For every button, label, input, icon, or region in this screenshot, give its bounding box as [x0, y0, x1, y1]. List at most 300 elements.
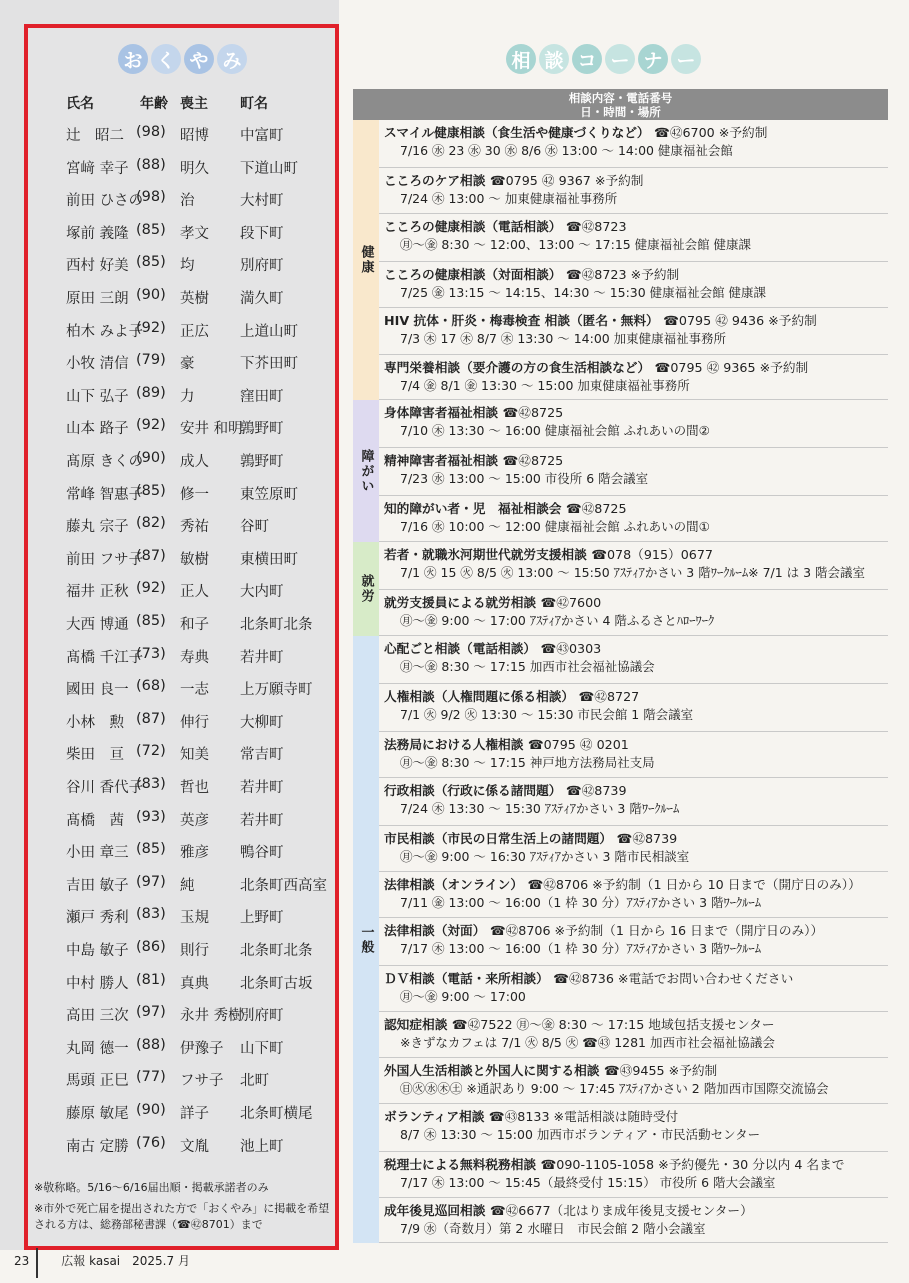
- chief-mourner: 文胤: [180, 1138, 209, 1155]
- town-name: 段下町: [240, 225, 284, 242]
- deceased-name: 柴田 亘: [66, 747, 124, 764]
- town-name: 北条町古坂: [240, 975, 313, 992]
- town-name: 常吉町: [240, 747, 284, 764]
- age: (88): [136, 1036, 166, 1053]
- age: (90): [136, 450, 166, 466]
- okuyami-box: [24, 24, 339, 1250]
- town-name: 鶉野町: [240, 421, 284, 438]
- town-name: 若井町: [240, 812, 284, 829]
- entry-detail: 7/23 ㊌ 13:00 ～ 15:00 市役所 6 階会議室: [400, 471, 649, 486]
- town-name: 谷町: [240, 519, 269, 536]
- age: (85): [136, 254, 166, 271]
- age: (90): [136, 1102, 166, 1118]
- obituary-row: [66, 1135, 346, 1155]
- age: (87): [136, 710, 166, 727]
- town-name: 池上町: [240, 1138, 284, 1155]
- deceased-name: 柏木 みよ子: [66, 323, 144, 340]
- entry-phone: ☎0795 ㊷ 0201: [527, 737, 629, 752]
- age: (72): [136, 743, 166, 760]
- chief-mourner: 治: [180, 193, 195, 210]
- entry-title-line: [384, 500, 884, 518]
- entry-title: こころの健康相談（対面相談）: [384, 267, 562, 282]
- town-name: 上万願寺町: [240, 682, 313, 699]
- consultation-entry: [379, 1152, 888, 1198]
- entry-phone: ☎0795 ㊷ 9367 ※予約制: [489, 173, 644, 188]
- chief-mourner: 永井 秀樹: [180, 1008, 243, 1025]
- entry-title-line: [384, 876, 884, 894]
- category-health: 健康: [353, 120, 379, 400]
- town-name: 別府町: [240, 258, 284, 275]
- town-name: 鶉野町: [240, 454, 284, 470]
- chief-mourner: 力: [180, 388, 195, 405]
- deceased-name: 谷川 香代子: [66, 780, 144, 796]
- entry-phone: ☎㊷8736 ※電話でお問い合わせください: [553, 971, 794, 986]
- chief-mourner: 一志: [180, 682, 209, 699]
- entry-phone: ☎㊷8723: [565, 219, 627, 234]
- deceased-name: 吉田 敏子: [66, 877, 129, 894]
- title-char: み: [217, 44, 247, 74]
- entry-phone: ☎㊷8723 ※予約制: [565, 267, 680, 282]
- town-name: 上道山町: [240, 323, 298, 340]
- title-char: ナ: [638, 44, 668, 74]
- obituary-row: [66, 743, 346, 763]
- age: (77): [136, 1069, 166, 1086]
- age: (68): [136, 678, 166, 695]
- chief-mourner: 秀祐: [180, 519, 209, 536]
- entry-detail: 7/1 ㊋ 9/2 ㊋ 13:30 ～ 15:30 市民会館 1 階会議室: [400, 707, 694, 722]
- entry-title-line: [384, 830, 884, 848]
- entry-title: ＤＶ相談（電話・来所相談）: [384, 971, 549, 986]
- town-name: 北町: [240, 1073, 269, 1090]
- consultation-entry: [379, 1012, 888, 1058]
- entry-phone: ☎0795 ㊷ 9436 ※予約制: [663, 313, 817, 328]
- obituary-row: [66, 1069, 346, 1089]
- deceased-name: 山本 路子: [66, 421, 129, 438]
- entry-title: 心配ごと相談（電話相談）: [384, 641, 537, 656]
- deceased-name: 南古 定勝: [66, 1138, 129, 1155]
- age: (92): [136, 319, 166, 336]
- age: (93): [136, 808, 166, 825]
- consultation-entry: [379, 355, 888, 400]
- age: (82): [136, 515, 166, 532]
- chief-mourner: 雅彦: [180, 845, 209, 862]
- consultation-entry: [379, 1198, 888, 1243]
- entry-phone: ☎㊸8133 ※電話相談は随時受付: [488, 1109, 679, 1124]
- entry-title-line: [384, 546, 884, 564]
- obituary-row: [66, 548, 346, 568]
- entry-title-line: [384, 1062, 884, 1080]
- deceased-name: 中島 敏子: [66, 943, 129, 959]
- obituary-row: [66, 841, 346, 861]
- obituary-row: [66, 385, 346, 405]
- chief-mourner: 真典: [180, 975, 209, 992]
- age: (85): [136, 613, 166, 629]
- chief-mourner: 知美: [180, 747, 209, 764]
- entry-detail: ㊊～㊎ 9:00 ～ 16:30 ｱｽﾃｨｱかさい 3 階市民相談室: [400, 849, 690, 864]
- entry-detail: ㊊～㊎ 9:00 ～ 17:00 ｱｽﾃｨｱかさい 4 階ふるさとﾊﾛｰﾜｰｸ: [400, 613, 715, 628]
- title-char: コ: [572, 44, 602, 74]
- magazine-name: 広報 kasai: [61, 1254, 121, 1268]
- deceased-name: 髙橋 千江子: [66, 649, 144, 666]
- obituary-row: [66, 1102, 346, 1122]
- obituary-row: [66, 450, 346, 470]
- header-line: 相談内容・電話番号: [568, 91, 673, 105]
- left-panel: [0, 0, 339, 1250]
- deceased-name: 國田 良一: [66, 682, 129, 699]
- entry-detail: ㊊～㊎ 8:30 ～ 17:15 加西市社会福祉協議会: [400, 659, 655, 674]
- entry-detail: 7/16 ㊌ 23 ㊌ 30 ㊌ 8/6 ㊌ 13:00 ～ 14:00 健康福祉会館: [400, 143, 733, 158]
- entry-detail: 7/25 ㊎ 13:15 ～ 14:15、14:30 ～ 15:30 健康福祉会館 健康課: [400, 285, 766, 300]
- entry-title: 法務局における人権相談: [384, 737, 524, 752]
- entry-detail: 7/10 ㊍ 13:30 ～ 16:00 健康福祉会館 ふれあいの間②: [400, 423, 710, 438]
- entry-phone: ☎0795 ㊷ 9365 ※予約制: [654, 360, 809, 375]
- entry-title-line: [384, 1156, 884, 1174]
- note: ※市外で死亡届を提出された方で「おくやみ」に掲載を希望される方は、総務部秘書課（☎㊷8701）まで: [34, 1202, 330, 1231]
- consultation-entry: [379, 732, 888, 778]
- age: (90): [136, 287, 166, 303]
- deceased-name: 藤原 敏尾: [66, 1106, 129, 1122]
- town-name: 大柳町: [240, 714, 284, 731]
- entry-detail: 7/17 ㊍ 13:00 ～ 15:45（最終受付 15:15） 市役所 6 階大会議室: [400, 1175, 776, 1190]
- town-name: 山下町: [240, 1040, 284, 1057]
- header-town: 町名: [240, 96, 268, 112]
- obituary-row: [66, 776, 346, 796]
- entry-title-line: [384, 1016, 884, 1034]
- title-char: 相: [506, 44, 536, 74]
- entry-title: 外国人生活相談と外国人に関する相談: [384, 1063, 600, 1078]
- age: (97): [136, 1004, 166, 1021]
- obituary-row: [66, 1037, 346, 1057]
- footer-divider: [36, 1248, 38, 1278]
- obituary-row: [66, 678, 346, 698]
- header-age: 年齢: [140, 96, 168, 112]
- town-name: 鴨谷町: [240, 845, 284, 862]
- obituary-row: [66, 972, 346, 992]
- entry-phone: ☎㊷8739: [565, 783, 627, 798]
- deceased-name: 小林 勲: [66, 714, 124, 731]
- title-char: く: [151, 44, 181, 74]
- chief-mourner: 和子: [180, 617, 209, 633]
- town-name: 若井町: [240, 780, 284, 796]
- town-name: 下芥田町: [240, 356, 298, 373]
- entry-title-line: [384, 736, 884, 754]
- table-header: [353, 89, 888, 120]
- deceased-name: 宮﨑 幸子: [66, 160, 129, 177]
- chief-mourner: 伸行: [180, 714, 209, 731]
- entry-title-line: [384, 124, 884, 142]
- age: (85): [136, 841, 166, 858]
- entry-detail: 7/24 ㊍ 13:30 ～ 15:30 ｱｽﾃｨｱかさい 3 階ﾜｰｸﾙｰﾑ: [400, 801, 680, 816]
- consultation-entry: [379, 120, 888, 168]
- town-name: 中富町: [240, 128, 284, 144]
- entry-title: 市民相談（市民の日常生活上の諸問題）: [384, 831, 613, 846]
- deceased-name: 前田 フサ子: [66, 551, 144, 568]
- consultation-entry: [379, 542, 888, 590]
- page-footer: [14, 1252, 190, 1269]
- obituary-row: [66, 254, 346, 274]
- age: (85): [136, 221, 166, 238]
- town-name: 大村町: [240, 193, 284, 210]
- issue-date: 2025.7 月: [132, 1254, 190, 1268]
- obituary-row: [66, 157, 346, 177]
- entry-title-line: [384, 312, 884, 330]
- obituary-row: [66, 222, 346, 242]
- obituary-row: [66, 124, 346, 144]
- chief-mourner: 寿典: [180, 649, 209, 666]
- consultation-entry: [379, 496, 888, 542]
- consultation-entry: [379, 308, 888, 355]
- entry-detail: 8/7 ㊍ 13:30 ～ 15:00 加西市ボランティア・市民活動センター: [400, 1127, 761, 1142]
- entry-title-line: [384, 1108, 884, 1126]
- age: (98): [136, 124, 166, 140]
- deceased-name: 小田 章三: [66, 845, 129, 862]
- obituary-row: [66, 483, 346, 503]
- entry-title-line: [384, 688, 884, 706]
- age: (97): [136, 873, 166, 890]
- category-employment: 就労: [353, 542, 379, 636]
- age: (88): [136, 156, 166, 173]
- consultation-entry: [379, 684, 888, 732]
- entry-title-line: [384, 452, 884, 470]
- consultation-entry: [379, 448, 888, 496]
- chief-mourner: 玉規: [180, 910, 209, 927]
- chief-mourner: 英彦: [180, 812, 209, 829]
- note: ※敬称略。5/16～6/16届出順・掲載承諾者のみ: [34, 1181, 269, 1194]
- chief-mourner: 英樹: [180, 291, 209, 307]
- obituary-row: [66, 646, 346, 666]
- chief-mourner: 明久: [180, 160, 209, 177]
- entry-detail: 7/11 ㊎ 13:00 ～ 16:00（1 枠 30 分）ｱｽﾃｨｱかさい 3 階ﾜｰｸﾙｰﾑ: [400, 895, 761, 910]
- entry-phone: ☎㊷8706 ※予約制（1 日から 10 日まで（開庁日のみ））: [527, 877, 861, 892]
- chief-mourner: フサ子: [180, 1073, 224, 1090]
- deceased-name: 藤丸 宗子: [66, 519, 129, 536]
- deceased-name: 前田 ひさの: [66, 193, 144, 210]
- entry-detail: ㊊～㊎ 8:30 ～ 12:00、13:00 ～ 17:15 健康福祉会館 健康課: [400, 237, 752, 252]
- age: (98): [136, 189, 166, 206]
- consultation-entry: [379, 778, 888, 826]
- town-name: 上野町: [240, 910, 284, 927]
- title-char: お: [118, 44, 148, 74]
- entry-title: こころの健康相談（電話相談）: [384, 219, 562, 234]
- entry-phone: ☎㊸0303: [540, 641, 602, 656]
- age: (76): [136, 1134, 166, 1151]
- entry-title-line: [384, 640, 884, 658]
- consultation-entry: [379, 966, 888, 1012]
- town-name: 満久町: [240, 291, 284, 307]
- deceased-name: 福井 正秋: [66, 584, 129, 601]
- chief-mourner: 成人: [180, 454, 209, 470]
- obituary-row: [66, 874, 346, 894]
- obituary-row: [66, 1004, 346, 1024]
- chief-mourner: 修一: [180, 486, 209, 503]
- age: (87): [136, 547, 166, 564]
- town-name: 北条町北条: [240, 943, 313, 959]
- consultation-entry: [379, 872, 888, 918]
- consultation-entry: [379, 918, 888, 966]
- obituary-row: [66, 939, 346, 959]
- age: (85): [136, 482, 166, 499]
- entry-detail: 7/24 ㊍ 13:00 ～ 加東健康福祉事務所: [400, 191, 618, 206]
- entry-title-line: [384, 970, 884, 988]
- entry-detail: 7/9 ㊌（奇数月）第 2 水曜日 市民会館 2 階小会議室: [400, 1221, 706, 1236]
- deceased-name: 髙原 きくの: [66, 454, 144, 470]
- entry-title: 法律相談（対面）: [384, 923, 486, 938]
- entry-phone: ☎㊷8727: [578, 689, 640, 704]
- entry-title: こころのケア相談: [384, 173, 486, 188]
- town-name: 若井町: [240, 649, 284, 666]
- deceased-name: 辻 昭二: [66, 128, 124, 144]
- entry-title-line: [384, 1202, 884, 1220]
- entry-title-line: [384, 922, 884, 940]
- consultation-entry: [379, 1058, 888, 1104]
- age: (83): [136, 776, 166, 792]
- consultation-entry: [379, 168, 888, 214]
- obituary-row: [66, 352, 346, 372]
- entry-phone: ☎㊷8706 ※予約制（1 日から 16 日まで（開庁日のみ））: [489, 923, 824, 938]
- entry-detail: 7/16 ㊌ 10:00 ～ 12:00 健康福祉会館 ふれあいの間①: [400, 519, 710, 534]
- entry-title: スマイル健康相談（食生活や健康づくりなど）: [384, 125, 650, 140]
- consultation-entry: [379, 400, 888, 448]
- chief-mourner: 正広: [180, 323, 209, 340]
- entry-title: 人権相談（人権問題に係る相談）: [384, 689, 575, 704]
- chief-mourner: 純: [180, 877, 195, 894]
- entry-title: 精神障害者福祉相談: [384, 453, 499, 468]
- deceased-name: 塚前 義隆: [66, 225, 129, 242]
- town-name: 下道山町: [240, 160, 298, 177]
- entry-phone: ☎078（915）0677: [591, 547, 713, 562]
- title-char: や: [184, 44, 214, 74]
- consultation-entry: [379, 1104, 888, 1152]
- obituary-row: [66, 809, 346, 829]
- deceased-name: 高田 三次: [66, 1008, 129, 1025]
- okuyami-title: [118, 44, 247, 74]
- chief-mourner: 昭博: [180, 128, 209, 144]
- deceased-name: 中村 勝人: [66, 975, 129, 992]
- entry-phone: ☎㊷7522 ㊊～㊎ 8:30 ～ 17:15 地域包括支援センター: [451, 1017, 775, 1032]
- town-name: 東横田町: [240, 551, 298, 568]
- age: (89): [136, 384, 166, 401]
- chief-mourner: 均: [180, 258, 195, 275]
- entry-title-line: [384, 782, 884, 800]
- chief-mourner: 敏樹: [180, 551, 209, 568]
- entry-title: 税理士による無料税務相談: [384, 1157, 537, 1172]
- chief-mourner: 正人: [180, 584, 209, 601]
- entry-phone: ☎㊷8739: [616, 831, 678, 846]
- entry-title: 若者・就職氷河期世代就労支援相談: [384, 547, 587, 562]
- chief-mourner: 哲也: [180, 780, 209, 796]
- entry-phone: ☎㊷8725: [565, 501, 627, 516]
- soudan-title: [506, 44, 701, 74]
- deceased-name: 常峰 智惠子: [66, 486, 144, 503]
- entry-detail: 7/3 ㊍ 17 ㊍ 8/7 ㊍ 13:30 ～ 14:00 加東健康福祉事務所: [400, 331, 727, 346]
- entry-phone: ☎㊷6677（北はりま成年後見支援センター）: [489, 1203, 753, 1218]
- entry-detail: 7/17 ㊍ 13:00 ～ 16:00（1 枠 30 分）ｱｽﾃｨｱかさい 3 階ﾜｰｸﾙｰﾑ: [400, 941, 761, 956]
- obituary-row: [66, 580, 346, 600]
- entry-title: HIV 抗体・肝炎・梅毒検査 相談（匿名・無料）: [384, 313, 659, 328]
- entry-title: 就労支援員による就労相談: [384, 595, 537, 610]
- entry-title: 行政相談（行政に係る諸問題）: [384, 783, 562, 798]
- obituary-row: [66, 417, 346, 437]
- entry-title-line: [384, 218, 884, 236]
- age: (92): [136, 580, 166, 597]
- deceased-name: 小牧 清信: [66, 356, 129, 373]
- obituary-row: [66, 189, 346, 209]
- title-char: ー: [605, 44, 635, 74]
- age: (73): [136, 645, 166, 662]
- obituary-row: [66, 287, 346, 307]
- entry-phone: ☎㊸9455 ※予約制: [603, 1063, 718, 1078]
- category-general: 一般: [353, 636, 379, 1243]
- age: (92): [136, 417, 166, 434]
- town-name: 別府町: [240, 1008, 284, 1025]
- consultation-entry: [379, 262, 888, 308]
- header-chief: 喪主: [180, 96, 208, 112]
- deceased-name: 髙橋 茜: [66, 812, 124, 829]
- obituary-row: [66, 320, 346, 340]
- deceased-name: 山下 弘子: [66, 388, 129, 405]
- consultation-entry: [379, 590, 888, 636]
- entry-title: ボランティア相談: [384, 1109, 485, 1124]
- entry-detail: ㊊～㊎ 8:30 ～ 17:15 神戸地方法務局社支局: [400, 755, 655, 770]
- entry-title: 身体障害者福祉相談: [384, 405, 499, 420]
- okuyami-notes: [34, 1180, 334, 1238]
- entry-title: 知的障がい者・児 福祉相談会: [384, 501, 562, 516]
- entry-detail: ㊐㊋㊌㊍㊏ ※通訳あり 9:00 ～ 17:45 ｱｽﾃｨｱかさい 2 階加西市国際交流協会: [400, 1081, 829, 1096]
- consultation-entry: [379, 636, 888, 684]
- obituary-row: [66, 515, 346, 535]
- entry-title-line: [384, 404, 884, 422]
- entry-detail: ※きずなカフェは 7/1 ㊋ 8/5 ㊋ ☎㊸ 1281 加西市社会福祉協議会: [400, 1035, 775, 1050]
- header-line: 日・時間・場所: [580, 105, 661, 119]
- chief-mourner: 豪: [180, 356, 195, 373]
- chief-mourner: 孝文: [180, 225, 209, 242]
- entry-phone: ☎090-1105-1058 ※予約優先・30 分以内 4 名まで: [540, 1157, 845, 1172]
- entry-title: 法律相談（オンライン）: [384, 877, 524, 892]
- entry-title: 成年後見巡回相談: [384, 1203, 486, 1218]
- entry-phone: ☎㊷6700 ※予約制: [654, 125, 768, 140]
- consultation-entry: [379, 826, 888, 872]
- entry-detail: 7/4 ㊎ 8/1 ㊎ 13:30 ～ 15:00 加東健康福祉事務所: [400, 378, 690, 393]
- obituary-row: [66, 906, 346, 926]
- entry-phone: ☎㊷7600: [540, 595, 602, 610]
- consultation-entry: [379, 214, 888, 262]
- deceased-name: 馬頭 正巳: [66, 1073, 129, 1090]
- chief-mourner: 安井 和明: [180, 421, 243, 438]
- age: (79): [136, 352, 166, 369]
- chief-mourner: 詳子: [180, 1106, 209, 1122]
- entry-title-line: [384, 172, 884, 190]
- entry-title: 専門栄養相談（要介護の方の食生活相談など）: [384, 360, 651, 375]
- entry-detail: ㊊～㊎ 9:00 ～ 17:00: [400, 989, 526, 1004]
- entry-detail: 7/1 ㊋ 15 ㊋ 8/5 ㊋ 13:00 ～ 15:50 ｱｽﾃｨｱかさい 3 階ﾜｰｸﾙｰﾑ※ 7/1 は 3 階会議室: [400, 565, 865, 580]
- age: (81): [136, 971, 166, 988]
- obituary-row: [66, 711, 346, 731]
- chief-mourner: 伊豫子: [180, 1040, 224, 1057]
- deceased-name: 西村 好美: [66, 258, 129, 275]
- category-disability: 障がい: [353, 400, 379, 542]
- town-name: 北条町横尾: [240, 1106, 313, 1122]
- town-name: 東笠原町: [240, 486, 298, 503]
- entry-phone: ☎㊷8725: [502, 453, 564, 468]
- deceased-name: 原田 三朗: [66, 291, 129, 307]
- town-name: 大内町: [240, 584, 284, 601]
- title-char: 談: [539, 44, 569, 74]
- obituary-row: [66, 613, 346, 633]
- deceased-name: 大西 博通: [66, 617, 129, 633]
- chief-mourner: 則行: [180, 943, 209, 959]
- page-number: 23: [14, 1253, 30, 1268]
- town-name: 北条町北条: [240, 617, 313, 633]
